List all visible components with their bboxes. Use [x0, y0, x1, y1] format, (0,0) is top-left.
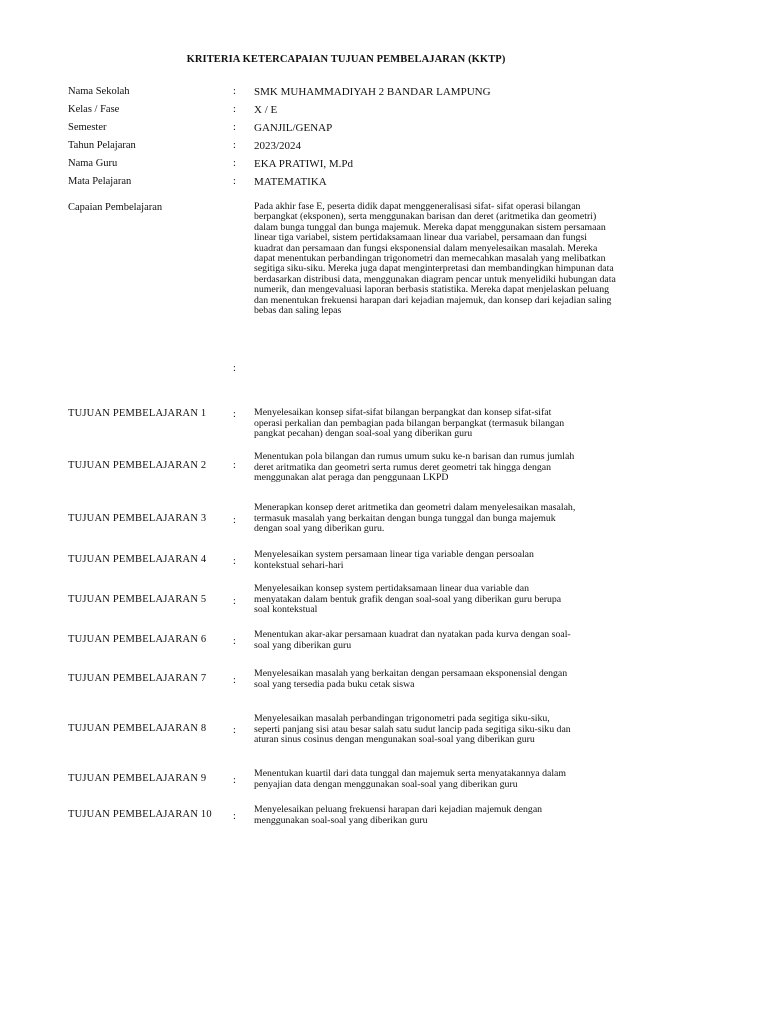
tujuan-label: TUJUAN PEMBELAJARAN 4 [68, 554, 207, 565]
info-value: GANJIL/GENAP [254, 122, 333, 134]
tujuan-line: Menyelesaikan konsep sifat-sifat bilangan berpangkat dan konsep sifat-sifat [254, 407, 552, 418]
document-title: KRITERIA KETERCAPAIAN TUJUAN PEMBELAJARAN (KKTP) [186, 54, 506, 65]
tujuan-line: Menyelesaikan masalah yang berkaitan dengan persamaan eksponensial dengan [254, 668, 568, 679]
tujuan-line: menggunakan soal-soal yang diberikan guru [254, 814, 428, 826]
tujuan-line: Menyelesaikan system persamaan linear tiga variable dengan persoalan [254, 549, 534, 560]
tujuan-line: deret aritmatika dan geometri serta rumus deret geometri tak hingga dengan [254, 461, 552, 473]
separator-colon: : [233, 140, 236, 151]
capaian-line: berdasarkan distribusi data, menggunakan diagram pencar untuk menyelidiki hubungan data [254, 273, 616, 285]
capaian-line: dalam bunga tunggal dan bunga majemuk. Mereka dapat menggunakan sistem persamaan [254, 221, 606, 233]
tujuan-line: Menentukan kuartil dari data tunggal dan majemuk serta menyatakannya dalam [254, 768, 567, 779]
tujuan-line: termasuk masalah yang berkaitan dengan bunga tunggal dan bunga majemuk [254, 512, 556, 524]
tujuan-text [254, 452, 630, 484]
tujuan-line: menggunakan alat peraga dan penggunaan LKPD [254, 472, 449, 484]
tujuan-line: menyatakan dalam bentuk grafik dengan soal-soal yang diberikan guru berupa [254, 593, 562, 605]
capaian-text [254, 202, 674, 316]
tujuan-label: TUJUAN PEMBELAJARAN 7 [68, 673, 207, 684]
info-label: Kelas / Fase [68, 104, 120, 115]
info-label: Mata Pelajaran [68, 176, 132, 187]
tujuan-line: dengan soal yang diberikan guru. [254, 523, 385, 535]
info-label: Semester [68, 122, 107, 133]
capaian-line: bebas dan saling lepas [254, 305, 342, 317]
tujuan-text [254, 714, 630, 746]
capaian-line: Pada akhir fase E, peserta didik dapat menggeneralisasi sifat- sifat operasi bilangan [254, 201, 581, 212]
capaian-line: berpangkat (eksponen), serta menggunakan barisan dan deret (aritmetika dan geometri) [254, 211, 597, 223]
info-value: X / E [254, 104, 278, 116]
info-label: Tahun Pelajaran [68, 140, 136, 151]
capaian-line: kuadrat dan persamaan dan fungsi eksponensial dalam menyelesaikan masalah. Mereka [254, 242, 598, 254]
capaian-separator-colon: : [233, 363, 236, 374]
tujuan-line: kontekstual sehari-hari [254, 559, 344, 571]
tujuan-text [254, 805, 630, 826]
separator-colon: : [233, 811, 236, 822]
separator-colon: : [233, 515, 236, 526]
capaian-line: segitiga siku-siku. Mereka juga dapat menginterpretasi dan membandingkan himpunan data [254, 263, 614, 275]
separator-colon: : [233, 725, 236, 736]
capaian-line: dapat menentukan perbandingan trigonometri dan memecahkan masalah yang melibatkan [254, 253, 606, 265]
tujuan-label: TUJUAN PEMBELAJARAN 8 [68, 723, 207, 734]
tujuan-label: TUJUAN PEMBELAJARAN 2 [68, 460, 207, 471]
separator-colon: : [233, 775, 236, 786]
separator-colon: : [233, 636, 236, 647]
tujuan-text [254, 669, 630, 690]
tujuan-text [254, 550, 630, 571]
tujuan-line: Menyelesaikan peluang frekuensi harapan dari kejadian majemuk dengan [254, 804, 543, 815]
info-value: 2023/2024 [254, 140, 302, 152]
info-label: Nama Guru [68, 158, 118, 169]
tujuan-line: seperti panjang sisi atau besar salah satu sudut lancip pada segitiga siku-siku dan [254, 723, 571, 735]
tujuan-text [254, 630, 630, 651]
capaian-label: Capaian Pembelajaran [68, 202, 163, 213]
separator-colon: : [233, 86, 236, 97]
separator-colon: : [233, 596, 236, 607]
capaian-line: linear tiga variabel, sistem pertidaksamaan linear dua variabel, persamaan dan fungsi [254, 232, 587, 244]
tujuan-line: penyajian data dengan menggunakan soal-soal yang diberikan guru [254, 778, 518, 790]
info-label: Nama Sekolah [68, 86, 130, 97]
separator-colon: : [233, 460, 236, 471]
tujuan-label: TUJUAN PEMBELAJARAN 6 [68, 634, 207, 645]
tujuan-text [254, 769, 630, 790]
tujuan-line: Menentukan pola bilangan dan rumus umum suku ke-n barisan dan rumus jumlah [254, 451, 575, 462]
tujuan-line: pangkat pecahan) dengan soal-soal yang diberikan guru [254, 428, 473, 440]
separator-colon: : [233, 176, 236, 187]
tujuan-line: Menerapkan konsep deret aritmetika dan geometri dalam menyelesaikan masalah, [254, 502, 576, 513]
info-value: MATEMATIKA [254, 176, 327, 188]
tujuan-line: aturan sinus cosinus dengan mengunakan soal-soal yang diberikan guru [254, 734, 535, 746]
tujuan-label: TUJUAN PEMBELAJARAN 10 [68, 809, 212, 820]
capaian-line: dan menentukan frekuensi harapan dari kejadian majemuk, dan konsep dari kejadian saling [254, 294, 612, 306]
separator-colon: : [233, 104, 236, 115]
tujuan-line: Menentukan akar-akar persamaan kuadrat dan nyatakan pada kurva dengan soal- [254, 629, 571, 640]
info-value: EKA PRATIWI, M.Pd [254, 158, 354, 170]
tujuan-label: TUJUAN PEMBELAJARAN 9 [68, 773, 207, 784]
tujuan-line: Menyelesaikan konsep system pertidaksamaan linear dua variable dan [254, 583, 530, 594]
tujuan-label: TUJUAN PEMBELAJARAN 5 [68, 594, 207, 605]
separator-colon: : [233, 122, 236, 133]
separator-colon: : [233, 675, 236, 686]
tujuan-line: operasi perkalian dan pembagian pada bilangan berpangkat (termasuk bilangan [254, 417, 565, 429]
tujuan-text [254, 503, 630, 535]
separator-colon: : [233, 556, 236, 567]
tujuan-label: TUJUAN PEMBELAJARAN 3 [68, 513, 207, 524]
tujuan-text [254, 408, 630, 440]
capaian-line: numerik, dan mengevaluasi laporan berbasis statistika. Mereka dapat menjelaskan peluang [254, 284, 610, 296]
tujuan-line: soal yang diberikan guru [254, 639, 352, 651]
tujuan-line: soal kontekstual [254, 604, 318, 616]
tujuan-text [254, 584, 630, 616]
separator-colon: : [233, 158, 236, 169]
tujuan-line: soal yang tersedia pada buku cetak siswa [254, 678, 415, 690]
info-value: SMK MUHAMMADIYAH 2 BANDAR LAMPUNG [254, 86, 491, 98]
tujuan-line: Menyelesaikan masalah perbandingan trigonometri pada segitiga siku-siku, [254, 713, 550, 724]
tujuan-label: TUJUAN PEMBELAJARAN 1 [68, 408, 207, 419]
separator-colon: : [233, 409, 236, 420]
